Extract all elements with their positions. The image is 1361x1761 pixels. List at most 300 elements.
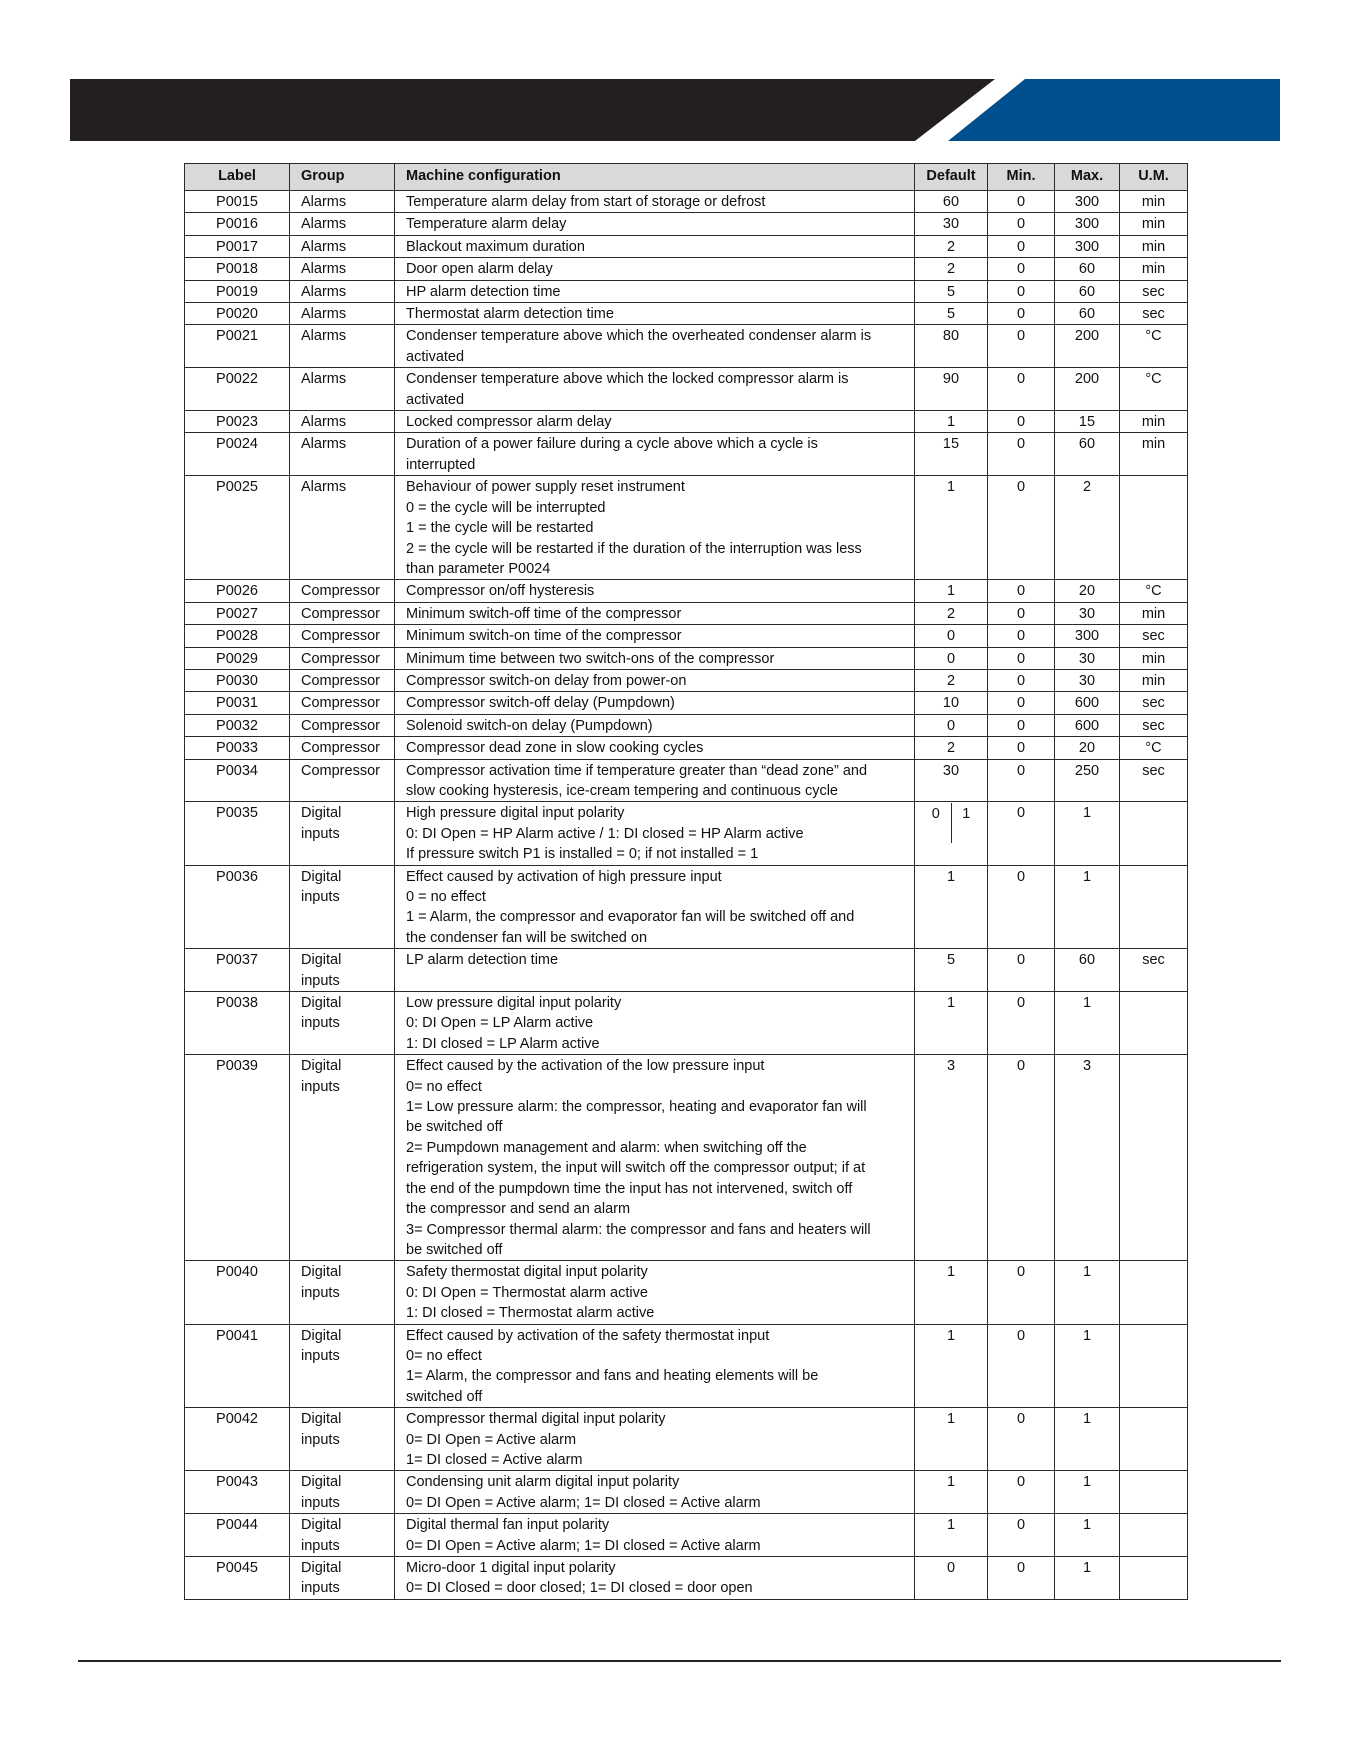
group-line: Alarms bbox=[301, 194, 347, 210]
cell-label: P0039 bbox=[185, 1055, 290, 1261]
description-line: 1: DI closed = Thermostat alarm active bbox=[406, 1305, 655, 1322]
cell-description bbox=[395, 580, 915, 602]
table-row bbox=[185, 865, 1188, 949]
group-line: Compressor bbox=[301, 628, 380, 645]
cell-group bbox=[290, 802, 395, 865]
cell-description bbox=[395, 602, 915, 624]
group-line: Compressor bbox=[301, 672, 380, 689]
group-line: inputs bbox=[301, 1537, 340, 1554]
cell-um: min bbox=[1120, 191, 1188, 213]
description-line: Compressor dead zone in slow cooking cycles bbox=[406, 740, 704, 757]
cell-label: P0043 bbox=[185, 1471, 290, 1514]
description-line: Door open alarm delay bbox=[406, 261, 553, 278]
column-header-min: Min. bbox=[988, 164, 1055, 191]
cell-um: °C bbox=[1120, 580, 1188, 602]
cell-group bbox=[290, 1324, 395, 1408]
cell-max: 1 bbox=[1055, 865, 1120, 949]
group-line: Alarms bbox=[301, 436, 347, 453]
cell-min: 0 bbox=[988, 258, 1055, 280]
cell-label: P0026 bbox=[185, 580, 290, 602]
cell-label: P0045 bbox=[185, 1557, 290, 1600]
cell-max: 15 bbox=[1055, 411, 1120, 433]
cell-group bbox=[290, 213, 395, 235]
table-row bbox=[185, 433, 1188, 476]
cell-max: 300 bbox=[1055, 235, 1120, 257]
parameter-table bbox=[184, 163, 1188, 1600]
cell-label: P0019 bbox=[185, 280, 290, 302]
group-line: inputs bbox=[301, 1284, 340, 1301]
cell-min: 0 bbox=[988, 280, 1055, 302]
cell-default bbox=[915, 802, 988, 865]
table-header-row bbox=[185, 164, 1188, 191]
description-line: slow cooking hysteresis, ice-cream tempering and continuous cycle bbox=[406, 782, 838, 799]
table-row bbox=[185, 1324, 1188, 1408]
cell-min: 0 bbox=[988, 235, 1055, 257]
description-line: Solenoid switch-on delay (Pumpdown) bbox=[406, 717, 653, 734]
cell-description bbox=[395, 476, 915, 580]
cell-min: 0 bbox=[988, 213, 1055, 235]
cell-label: P0031 bbox=[185, 692, 290, 714]
cell-min: 0 bbox=[988, 411, 1055, 433]
cell-label: P0028 bbox=[185, 625, 290, 647]
cell-default: 1 bbox=[915, 1408, 988, 1471]
cell-min: 0 bbox=[988, 325, 1055, 368]
cell-um: sec bbox=[1120, 692, 1188, 714]
group-line: Digital bbox=[301, 1411, 342, 1428]
table-row bbox=[185, 737, 1188, 759]
table-row bbox=[185, 303, 1188, 325]
description-line: 2= Pumpdown management and alarm: when switching off the bbox=[406, 1139, 807, 1156]
group-line: inputs bbox=[301, 1078, 340, 1095]
cell-max: 2 bbox=[1055, 476, 1120, 580]
cell-description bbox=[395, 949, 915, 992]
cell-um: min bbox=[1120, 602, 1188, 624]
group-line: inputs bbox=[301, 1580, 340, 1597]
cell-default: 3 bbox=[915, 1055, 988, 1261]
cell-um: sec bbox=[1120, 714, 1188, 736]
cell-max: 30 bbox=[1055, 669, 1120, 691]
group-line: Digital bbox=[301, 1264, 342, 1281]
cell-description bbox=[395, 737, 915, 759]
cell-group bbox=[290, 1408, 395, 1471]
cell-max: 300 bbox=[1055, 191, 1120, 213]
cell-min: 0 bbox=[988, 433, 1055, 476]
description-line: If pressure switch P1 is installed = 0; if not installed = 1 bbox=[406, 846, 759, 863]
group-line: Digital bbox=[301, 805, 342, 822]
footer-rule bbox=[78, 1660, 1281, 1662]
table-body bbox=[185, 191, 1188, 1600]
cell-min: 0 bbox=[988, 580, 1055, 602]
group-line: Compressor bbox=[301, 583, 380, 600]
cell-group bbox=[290, 1471, 395, 1514]
cell-description bbox=[395, 258, 915, 280]
table-row bbox=[185, 280, 1188, 302]
cell-label: P0017 bbox=[185, 235, 290, 257]
cell-max: 200 bbox=[1055, 325, 1120, 368]
cell-max: 250 bbox=[1055, 759, 1120, 802]
banner-blue-band bbox=[948, 79, 1280, 141]
cell-label: P0016 bbox=[185, 213, 290, 235]
description-line: Condenser temperature above which the overheated condenser alarm is bbox=[406, 328, 872, 345]
cell-um: sec bbox=[1120, 759, 1188, 802]
description-line: 1 = Alarm, the compressor and evaporator fan will be switched off and bbox=[406, 909, 855, 926]
description-line: 1= DI closed = Active alarm bbox=[406, 1451, 583, 1468]
description-line: Minimum time between two switch-ons of the compressor bbox=[406, 650, 775, 667]
description-line: Compressor thermal digital input polarity bbox=[406, 1411, 666, 1428]
cell-default: 1 bbox=[915, 1324, 988, 1408]
table-row bbox=[185, 580, 1188, 602]
cell-group bbox=[290, 303, 395, 325]
group-line: Digital bbox=[301, 995, 342, 1012]
cell-group bbox=[290, 368, 395, 411]
cell-group bbox=[290, 625, 395, 647]
description-line: Duration of a power failure during a cycle above which a cycle is bbox=[406, 436, 818, 453]
cell-max: 60 bbox=[1055, 433, 1120, 476]
table-row bbox=[185, 258, 1188, 280]
cell-um bbox=[1120, 802, 1188, 865]
cell-min: 0 bbox=[988, 714, 1055, 736]
cell-label: P0040 bbox=[185, 1261, 290, 1324]
description-line: Temperature alarm delay from start of storage or defrost bbox=[406, 194, 766, 210]
cell-max: 1 bbox=[1055, 992, 1120, 1055]
description-line: interrupted bbox=[406, 456, 476, 473]
description-line: 1= Low pressure alarm: the compressor, heating and evaporator fan will bbox=[406, 1099, 867, 1116]
description-line: 0= no effect bbox=[406, 1347, 482, 1364]
parameter-table-container bbox=[184, 163, 1187, 1600]
description-line: activated bbox=[406, 391, 465, 408]
cell-label: P0038 bbox=[185, 992, 290, 1055]
description-line: HP alarm detection time bbox=[406, 283, 561, 300]
cell-label: P0041 bbox=[185, 1324, 290, 1408]
group-line: inputs bbox=[301, 1431, 340, 1448]
cell-max: 60 bbox=[1055, 949, 1120, 992]
cell-group bbox=[290, 325, 395, 368]
cell-max: 1 bbox=[1055, 1324, 1120, 1408]
cell-um bbox=[1120, 1261, 1188, 1324]
cell-description bbox=[395, 325, 915, 368]
description-line: 2 = the cycle will be restarted if the duration of the interruption was less bbox=[406, 540, 862, 557]
cell-label: P0033 bbox=[185, 737, 290, 759]
cell-label: P0034 bbox=[185, 759, 290, 802]
description-line: be switched off bbox=[406, 1119, 503, 1136]
table-row bbox=[185, 625, 1188, 647]
cell-default: 1 bbox=[915, 1471, 988, 1514]
description-line: the end of the pumpdown time the input has not intervened, switch off bbox=[406, 1180, 853, 1197]
cell-max: 600 bbox=[1055, 692, 1120, 714]
group-line: Compressor bbox=[301, 605, 380, 622]
cell-group bbox=[290, 737, 395, 759]
cell-default: 10 bbox=[915, 692, 988, 714]
table-row bbox=[185, 411, 1188, 433]
cell-description bbox=[395, 303, 915, 325]
cell-um: min bbox=[1120, 411, 1188, 433]
cell-group bbox=[290, 1557, 395, 1600]
cell-group bbox=[290, 692, 395, 714]
description-line: activated bbox=[406, 348, 465, 365]
cell-default: 2 bbox=[915, 737, 988, 759]
description-line: 0: DI Open = HP Alarm active / 1: DI closed = HP Alarm active bbox=[406, 825, 804, 842]
cell-max: 3 bbox=[1055, 1055, 1120, 1261]
cell-description bbox=[395, 1514, 915, 1557]
description-line: 1: DI closed = LP Alarm active bbox=[406, 1035, 600, 1052]
cell-max: 30 bbox=[1055, 647, 1120, 669]
description-line: Blackout maximum duration bbox=[406, 238, 585, 255]
default-split bbox=[921, 803, 981, 863]
group-line: Alarms bbox=[301, 283, 347, 300]
description-line: Compressor on/off hysteresis bbox=[406, 583, 595, 600]
cell-group bbox=[290, 280, 395, 302]
description-line: Minimum switch-off time of the compressor bbox=[406, 605, 682, 622]
cell-description bbox=[395, 235, 915, 257]
cell-max: 300 bbox=[1055, 213, 1120, 235]
group-line: Digital bbox=[301, 1327, 342, 1344]
table-row bbox=[185, 647, 1188, 669]
cell-um: min bbox=[1120, 235, 1188, 257]
description-line: 0= DI Open = Active alarm; 1= DI closed = Active alarm bbox=[406, 1494, 761, 1511]
cell-default: 0 bbox=[915, 625, 988, 647]
cell-label: P0032 bbox=[185, 714, 290, 736]
cell-group bbox=[290, 1055, 395, 1261]
description-line: Micro-door 1 digital input polarity bbox=[406, 1560, 616, 1576]
description-line: High pressure digital input polarity bbox=[406, 805, 625, 822]
cell-label: P0025 bbox=[185, 476, 290, 580]
cell-description bbox=[395, 669, 915, 691]
table-row bbox=[185, 1471, 1188, 1514]
group-line: Alarms bbox=[301, 261, 347, 278]
description-line: Digital thermal fan input polarity bbox=[406, 1517, 610, 1534]
description-line: 3= Compressor thermal alarm: the compressor and fans and heaters will bbox=[406, 1221, 871, 1238]
cell-um bbox=[1120, 1324, 1188, 1408]
cell-label: P0030 bbox=[185, 669, 290, 691]
group-line: Compressor bbox=[301, 650, 380, 667]
table-row bbox=[185, 191, 1188, 213]
cell-description bbox=[395, 1408, 915, 1471]
cell-description bbox=[395, 280, 915, 302]
cell-label: P0027 bbox=[185, 602, 290, 624]
cell-um bbox=[1120, 1471, 1188, 1514]
description-line: Temperature alarm delay bbox=[406, 216, 567, 233]
description-line: Minimum switch-on time of the compressor bbox=[406, 628, 682, 645]
column-header-label: Label bbox=[185, 164, 290, 191]
description-line: 1 = the cycle will be restarted bbox=[406, 520, 594, 537]
cell-group bbox=[290, 191, 395, 213]
default-split-value: 0 bbox=[931, 806, 940, 823]
cell-min: 0 bbox=[988, 191, 1055, 213]
cell-um bbox=[1120, 1514, 1188, 1557]
description-line: 0= DI Open = Active alarm bbox=[406, 1431, 577, 1448]
cell-min: 0 bbox=[988, 737, 1055, 759]
group-line: Compressor bbox=[301, 695, 380, 712]
cell-max: 60 bbox=[1055, 280, 1120, 302]
cell-max: 60 bbox=[1055, 258, 1120, 280]
cell-min: 0 bbox=[988, 992, 1055, 1055]
table-row bbox=[185, 1408, 1188, 1471]
cell-group bbox=[290, 235, 395, 257]
group-line: inputs bbox=[301, 1015, 340, 1032]
description-line: Compressor switch-off delay (Pumpdown) bbox=[406, 695, 675, 712]
cell-label: P0044 bbox=[185, 1514, 290, 1557]
cell-group bbox=[290, 411, 395, 433]
table-row bbox=[185, 476, 1188, 580]
banner-dark-band bbox=[70, 79, 995, 141]
cell-max: 30 bbox=[1055, 602, 1120, 624]
table-row bbox=[185, 325, 1188, 368]
cell-description bbox=[395, 759, 915, 802]
group-line: Compressor bbox=[301, 762, 380, 779]
cell-um: °C bbox=[1120, 325, 1188, 368]
cell-default: 1 bbox=[915, 1514, 988, 1557]
cell-default: 0 bbox=[915, 647, 988, 669]
cell-description bbox=[395, 714, 915, 736]
cell-label: P0020 bbox=[185, 303, 290, 325]
group-line: Digital bbox=[301, 1474, 342, 1491]
table-row bbox=[185, 692, 1188, 714]
cell-group bbox=[290, 476, 395, 580]
cell-group bbox=[290, 433, 395, 476]
cell-max: 300 bbox=[1055, 625, 1120, 647]
cell-min: 0 bbox=[988, 669, 1055, 691]
header-banner bbox=[70, 79, 1280, 141]
cell-description bbox=[395, 411, 915, 433]
group-line: inputs bbox=[301, 889, 340, 905]
cell-default: 0 bbox=[915, 714, 988, 736]
cell-description bbox=[395, 433, 915, 476]
cell-group bbox=[290, 865, 395, 949]
cell-group bbox=[290, 949, 395, 992]
description-line: 1= Alarm, the compressor and fans and heating elements will be bbox=[406, 1368, 819, 1385]
description-line: 0 = the cycle will be interrupted bbox=[406, 499, 606, 516]
cell-label: P0022 bbox=[185, 368, 290, 411]
column-header-config: Machine configuration bbox=[395, 164, 915, 191]
cell-default: 1 bbox=[915, 1261, 988, 1324]
group-line: Alarms bbox=[301, 371, 347, 388]
cell-label: P0037 bbox=[185, 949, 290, 992]
description-line: Low pressure digital input polarity bbox=[406, 995, 622, 1012]
cell-description bbox=[395, 1324, 915, 1408]
cell-min: 0 bbox=[988, 647, 1055, 669]
description-line: 0= DI Closed = door closed; 1= DI closed = door open bbox=[406, 1580, 753, 1597]
group-line: Digital bbox=[301, 1058, 342, 1075]
group-line: Alarms bbox=[301, 306, 347, 323]
group-line: Alarms bbox=[301, 328, 347, 345]
cell-group bbox=[290, 992, 395, 1055]
cell-label: P0036 bbox=[185, 865, 290, 949]
description-line: 0= DI Open = Active alarm; 1= DI closed = Active alarm bbox=[406, 1537, 761, 1554]
cell-default: 80 bbox=[915, 325, 988, 368]
cell-um bbox=[1120, 992, 1188, 1055]
cell-min: 0 bbox=[988, 303, 1055, 325]
cell-group bbox=[290, 580, 395, 602]
table-row bbox=[185, 213, 1188, 235]
description-line: 0= no effect bbox=[406, 1078, 482, 1095]
cell-default: 1 bbox=[915, 992, 988, 1055]
table-row bbox=[185, 1557, 1188, 1600]
description-line: LP alarm detection time bbox=[406, 952, 559, 969]
column-header-group: Group bbox=[290, 164, 395, 191]
description-line: Compressor activation time if temperature greater than “dead zone” and bbox=[406, 762, 868, 779]
cell-um: sec bbox=[1120, 949, 1188, 992]
cell-label: P0015 bbox=[185, 191, 290, 213]
cell-group bbox=[290, 258, 395, 280]
cell-label: P0018 bbox=[185, 258, 290, 280]
default-split-value: 1 bbox=[951, 803, 982, 843]
group-line: Digital bbox=[301, 1560, 342, 1576]
cell-min: 0 bbox=[988, 1514, 1055, 1557]
table-row bbox=[185, 992, 1188, 1055]
cell-max: 1 bbox=[1055, 1471, 1120, 1514]
cell-um: sec bbox=[1120, 303, 1188, 325]
cell-description bbox=[395, 647, 915, 669]
cell-group bbox=[290, 1261, 395, 1324]
cell-um: sec bbox=[1120, 625, 1188, 647]
column-header-max: Max. bbox=[1055, 164, 1120, 191]
cell-um bbox=[1120, 1055, 1188, 1261]
cell-min: 0 bbox=[988, 1408, 1055, 1471]
cell-group bbox=[290, 647, 395, 669]
table-row bbox=[185, 759, 1188, 802]
description-line: 0 = no effect bbox=[406, 889, 486, 905]
cell-max: 20 bbox=[1055, 737, 1120, 759]
cell-min: 0 bbox=[988, 368, 1055, 411]
cell-min: 0 bbox=[988, 802, 1055, 865]
group-line: Alarms bbox=[301, 479, 347, 496]
cell-min: 0 bbox=[988, 625, 1055, 647]
table-row bbox=[185, 949, 1188, 992]
description-line: the condenser fan will be switched on bbox=[406, 929, 648, 946]
cell-um: sec bbox=[1120, 280, 1188, 302]
cell-default: 1 bbox=[915, 580, 988, 602]
description-line: Compressor switch-on delay from power-on bbox=[406, 672, 687, 689]
table-row bbox=[185, 1514, 1188, 1557]
cell-label: P0023 bbox=[185, 411, 290, 433]
cell-description bbox=[395, 992, 915, 1055]
cell-min: 0 bbox=[988, 759, 1055, 802]
cell-description bbox=[395, 1055, 915, 1261]
cell-um: min bbox=[1120, 647, 1188, 669]
group-line: inputs bbox=[301, 1494, 340, 1511]
cell-min: 0 bbox=[988, 1324, 1055, 1408]
cell-min: 0 bbox=[988, 1471, 1055, 1514]
group-line: inputs bbox=[301, 825, 340, 842]
cell-description bbox=[395, 213, 915, 235]
description-line: Thermostat alarm detection time bbox=[406, 306, 614, 323]
table-row bbox=[185, 802, 1188, 865]
description-line: refrigeration system, the input will switch off the compressor output; if at bbox=[406, 1160, 866, 1177]
description-line: than parameter P0024 bbox=[406, 560, 551, 577]
group-line: Digital bbox=[301, 952, 342, 969]
cell-default: 2 bbox=[915, 258, 988, 280]
description-line: be switched off bbox=[406, 1241, 503, 1258]
cell-um: min bbox=[1120, 213, 1188, 235]
group-line: Alarms bbox=[301, 414, 347, 431]
group-line: Alarms bbox=[301, 238, 347, 255]
description-line: Safety thermostat digital input polarity bbox=[406, 1264, 648, 1281]
cell-min: 0 bbox=[988, 1055, 1055, 1261]
cell-um: min bbox=[1120, 433, 1188, 476]
cell-group bbox=[290, 602, 395, 624]
cell-description bbox=[395, 865, 915, 949]
table-row bbox=[185, 1055, 1188, 1261]
cell-description bbox=[395, 625, 915, 647]
description-line: Condenser temperature above which the locked compressor alarm is bbox=[406, 371, 849, 388]
cell-min: 0 bbox=[988, 602, 1055, 624]
cell-min: 0 bbox=[988, 949, 1055, 992]
table-row bbox=[185, 714, 1188, 736]
cell-max: 200 bbox=[1055, 368, 1120, 411]
cell-label: P0035 bbox=[185, 802, 290, 865]
column-header-um: U.M. bbox=[1120, 164, 1188, 191]
cell-default: 90 bbox=[915, 368, 988, 411]
